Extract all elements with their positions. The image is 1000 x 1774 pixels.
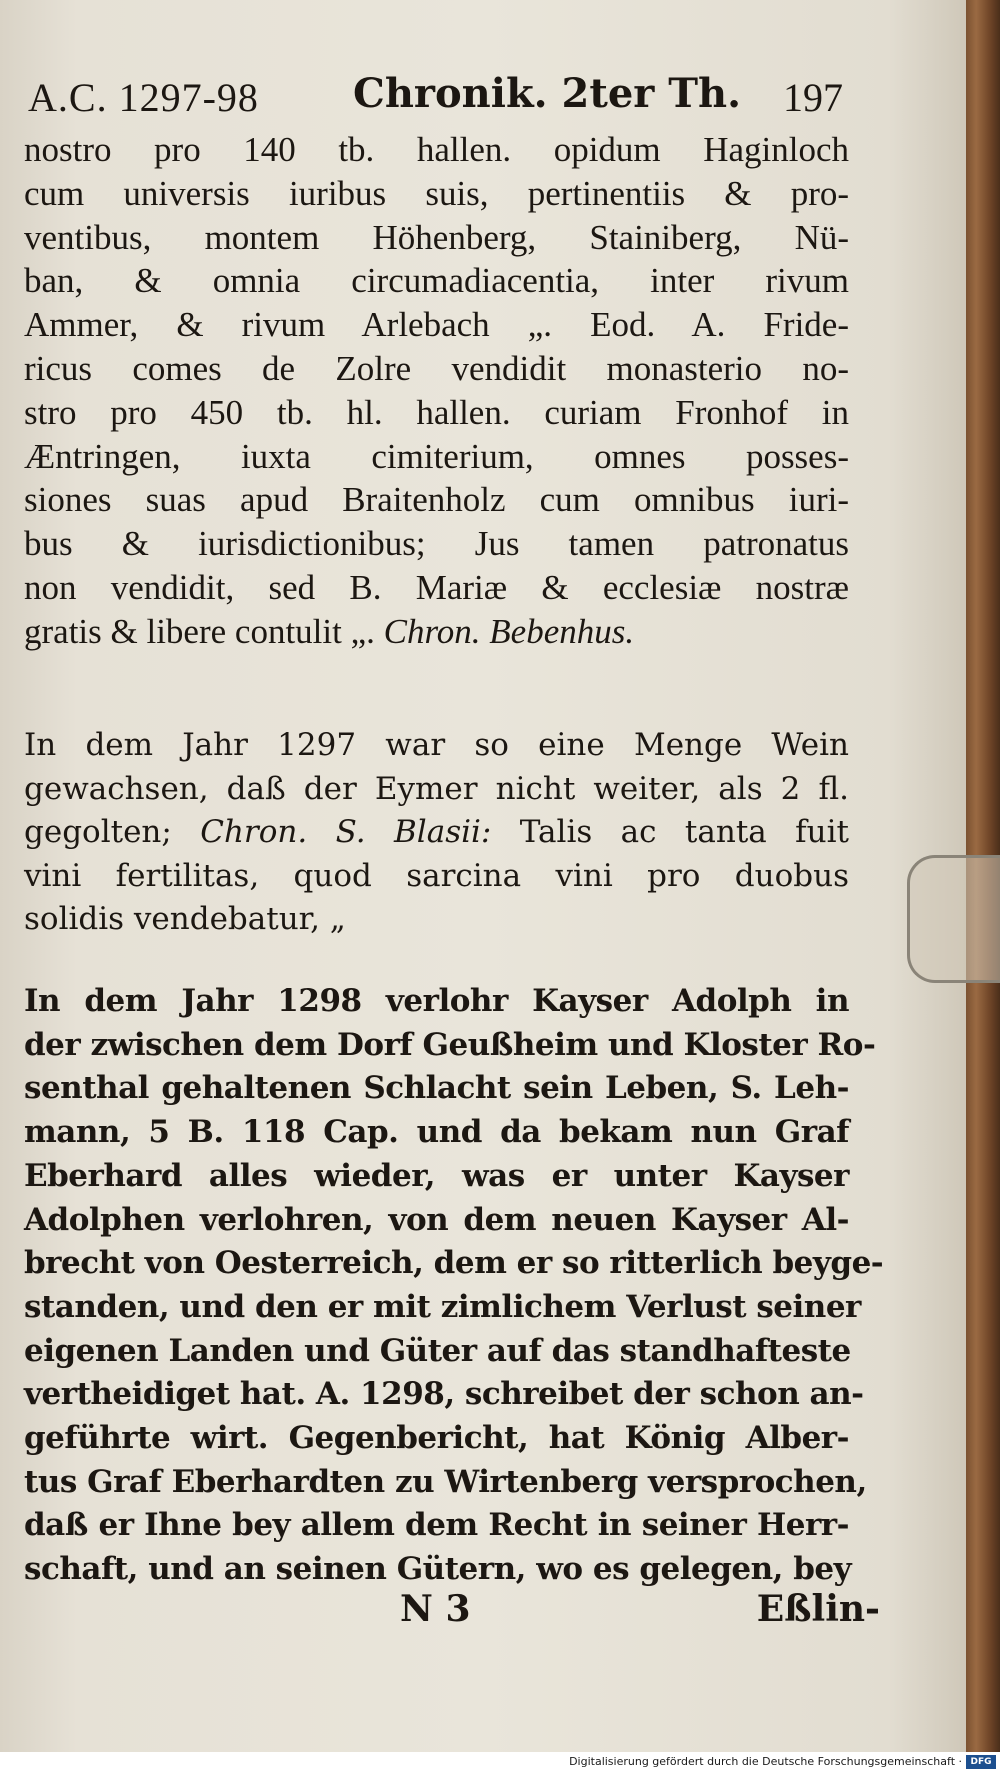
text-line: daß er Ihne bey allem dem Recht in seiner Herr- [24,1507,849,1544]
source-citation: Chron. S. Blasii: [200,814,492,850]
text-run: Talis ac tanta fuit [519,814,849,850]
page-tab-marker [907,855,1000,983]
text-line: vertheidiget hat. A. 1298, schreibet der schon an- [24,1376,864,1413]
text-line: cum universis iuribus suis, pertinentiis & pro- [24,173,849,213]
text-line: eigenen Landen und Güter auf das standhafteste [24,1332,851,1369]
text-line: Eberhard alles wieder, was er unter Kayser [24,1157,849,1194]
running-head [28,60,843,120]
text-line: siones suas apud Braitenholz cum omnibus iuri- [24,480,849,520]
page-number: 197 [783,75,843,120]
text-line: In dem Jahr 1297 war so eine Menge Wein [24,727,849,763]
text-line: In dem Jahr 1298 verlohr Kayser Adolph in [24,983,849,1019]
text-line: tus Graf Eberhardten zu Wirtenberg versprochen, [24,1463,867,1500]
text-line: solidis vendebatur, „ [24,901,346,937]
source-citation: Chron. Bebenhus. [383,611,635,651]
text-line: ventibus, montem Höhenberg, Stainiberg, Nü- [24,217,849,257]
paragraph-1298-battle [24,980,884,1592]
text-line: der zwischen dem Dorf Geußheim und Kloster Ro- [24,1026,876,1063]
text-line: Æntringen, iuxta cimiterium, omnes posses- [24,436,849,476]
text-line: geführte wirt. Gegenbericht, hat König Alber- [24,1420,849,1457]
text-line: mann, 5 B. 118 Cap. und da bekam nun Graf [24,1114,849,1151]
text-line: ricus comes de Zolre vendidit monasterio no- [24,348,849,388]
text-line: stro pro 450 tb. hl. hallen. curiam Fronhof in [24,392,849,432]
digitization-credit: Digitalisierung gefördert durch die Deutsche Forschungsgemeinschaft · [569,1755,962,1768]
text-line: bus & iurisdictionibus; Jus tamen patronatus [24,524,849,564]
signature-mark: N 3 [400,1588,471,1630]
text-line: nostro pro 140 tb. hallen. opidum Haginloch [24,130,849,169]
text-line: Ammer, & rivum Arlebach „. Eod. A. Fride- [24,305,849,345]
text-line: Adolphen verlohren, von dem neuen Kayser Al- [24,1201,849,1238]
text-line: brecht von Oesterreich, dem er so ritterlich beyge- [24,1245,884,1282]
dfg-logo: DFG [966,1755,996,1769]
text-line [24,610,849,654]
text-line [24,811,849,855]
text-line: standen, und den er mit zimlichem Verlust seiner [24,1288,861,1325]
text-line: senthal gehaltenen Schlacht sein Leben, S. Leh- [24,1070,849,1107]
running-head-year: A.C. 1297-98 [28,75,259,120]
running-head-title: Chronik. 2ter Th. [353,70,742,117]
paragraph-latin-excerpt [24,128,849,654]
text-line: schaft, und an seinen Gütern, wo es gelegen, bey [24,1551,852,1588]
paragraph-1297-wine [24,724,849,942]
text-line: ban, & omnia circumadiacentia, inter rivum [24,261,849,301]
text-line: vini fertilitas, quod sarcina vini pro duobus [24,857,849,894]
text-run: gratis & libere contulit „. [24,611,375,651]
text-line: non vendidit, sed B. Mariæ & ecclesiæ nostræ [24,567,849,607]
catchword: Eßlin- [756,1588,880,1630]
text-line: gewachsen, daß der Eymer nicht weiter, als 2 fl. [24,770,849,807]
text-run: gegolten; [24,814,172,850]
